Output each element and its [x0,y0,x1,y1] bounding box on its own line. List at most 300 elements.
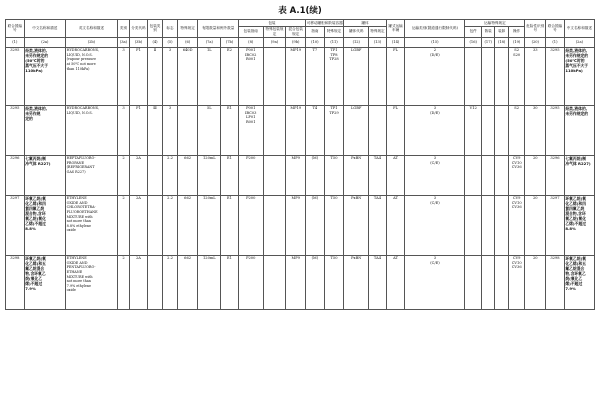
cell-line: (REFRIGERANT [66,165,95,170]
cell-cn-name-right [564,155,594,195]
cell-carriage-operation [508,47,525,105]
cell-un-number: 3297 [6,195,25,255]
cell-line: ETHYLENE [66,196,87,201]
cell-line: OXIDE AND [66,260,88,265]
cell-line: CV9 [512,256,521,261]
cell-line: 氧乙烷(氧化 [565,216,587,222]
column-index: (15) [405,37,465,47]
cell-portable-tank-instructions: T7 [306,47,325,105]
cell-line: R001 [245,120,256,125]
header-vehicle: 罐式运输车辆 [386,20,405,38]
header-loading: 装卸 [495,26,508,37]
cell-line: 化乙烯)和五 [565,261,587,267]
cell-line: S2 [514,48,520,53]
column-index: (2a) [564,37,594,47]
cell-line: ETHYLENE [66,256,87,261]
cell-cn-name [24,195,65,255]
cell-line: MIXTURE with [66,274,93,279]
cell-transport-category [405,155,465,195]
cell-special-provisions [177,105,198,155]
cell-line: R001 [245,57,256,62]
column-index: (4) [147,37,163,47]
column-index: (7a) [198,37,221,47]
cell-line: 化乙烯)和五 [25,261,46,267]
cell-line: CHLOROTETRA- [66,205,96,210]
header-cn-name: 中文名称和描述 [24,20,65,38]
cell-line: (C/E) [430,200,440,205]
cell-line: (D/E) [430,52,440,57]
cell-tank-vehicle: AT [386,255,405,309]
table-row [6,155,595,195]
cell-line: 氟乙烷混合 [565,266,585,272]
cell-packing-special [263,255,286,309]
header-packing-group: 包装类别 [147,20,163,38]
cell-line: (50℃时的 [25,58,45,64]
header-en-name: 英文名称和描述 [66,20,118,38]
cell-line: 冷气体 R227) [25,161,51,167]
cell-line: CV10 [511,260,522,265]
cell-packing-instructions [238,155,263,195]
cell-class-code: 2A [130,155,148,195]
header-hazard-id: 危险性识别号 [525,20,546,38]
cell-line: PROPANE [66,160,85,165]
cell-labels: 2.2 [163,155,177,195]
cell-line: 110kPa) [25,68,43,74]
cell-carriage-bulk [481,195,494,255]
cell-tank-vehicle: AT [386,195,405,255]
cell-line: 物,含环氧乙 [25,271,46,277]
cell-en-name [66,195,118,255]
cell-line: 环氧乙烷(氧 [565,256,587,262]
cell-carriage-operation [508,105,525,155]
cell-line: LIQUID, N.O.S. [66,52,93,57]
cell-en-name [66,47,118,105]
cell-un-number-right: 3296 [546,155,565,195]
cell-carriage-loading [495,255,508,309]
header-portable-tanks: 可移动罐柜和散装容器 [306,20,343,25]
cell-line: TP1 [330,48,338,53]
cell-carriage-loading [495,105,508,155]
cell-tank-special: TA4 [369,155,387,195]
cell-line: not more than [66,279,91,284]
column-index: (20) [525,37,546,47]
cell-line: TP29 [329,110,339,115]
cell-line: P200 [246,156,256,161]
header-special-provisions: 特殊规定 [177,20,198,38]
cell-line: 化乙烯)和四 [565,201,587,207]
cell-class-code: F1 [130,47,148,105]
column-index: (14) [386,37,405,47]
cell-limited-quantity: 120mL [198,155,221,195]
cell-line: T50 [330,156,338,161]
cell-cn-name [24,105,65,155]
cell-line: 8.8% ethylene [66,223,92,228]
cell-line: 蒸气压不大于 [25,63,48,69]
cell-carriage-package [465,155,482,195]
cell-line: 烯)不超过 [25,281,43,287]
cell-tank-code: PxBN [344,195,369,255]
cell-line: (D/E) [430,110,440,115]
cell-portable-tank-special [324,47,344,105]
column-index: (2b) [66,37,118,47]
cell-line: 乙烯)不超过 [25,221,46,227]
cell-portable-tank-special [324,195,344,255]
column-index: (11) [324,37,344,47]
cell-un-number-right: 3298 [546,255,565,309]
cell-portable-tank-instructions: (M) [306,155,325,195]
cell-packing-group [147,195,163,255]
cell-hazard-id: 20 [525,255,546,309]
header-package: 包件 [465,26,482,37]
cell-carriage-bulk [481,155,494,195]
cell-line: 物,含环氧乙 [565,271,586,277]
cell-portable-tank-special [324,105,344,155]
column-index: (19) [508,37,525,47]
cell-line: 未另作规 [25,111,41,117]
cell-labels: 3 [163,47,177,105]
cell-carriage-package [465,47,482,105]
cell-class-code: 2A [130,255,148,309]
cell-line: HEPTAFLUORO- [66,156,96,161]
cell-un-number-right: 3297 [546,195,565,255]
cell-transport-category [405,105,465,155]
cell-carriage-loading [495,47,508,105]
cell-carriage-bulk [481,105,494,155]
cell-line: 烃类,液体的, [25,106,48,112]
cell-line: (C/E) [430,160,440,165]
cell-excepted-quantity: E1 [221,195,239,255]
cell-line: 7.9% ethylene [66,283,92,288]
table-row [6,195,595,255]
dangerous-goods-table [5,19,595,310]
column-index: (1) [6,37,25,47]
cell-class-code: 2A [130,195,148,255]
cell-line: 110kPa) [565,68,583,74]
cell-cn-name-right [564,47,594,105]
cell-hazard-id: 30 [525,105,546,155]
cell-line: 未另作规定的 [25,53,48,59]
cell-portable-tank-special [324,155,344,195]
cell-portable-tank-instructions: (M) [306,255,325,309]
cell-line: 3 [433,106,437,111]
cell-line: P001 [246,106,256,111]
cell-un-number-right: 3295 [546,47,565,105]
cell-en-name [66,155,118,195]
cell-labels: 2.2 [163,255,177,309]
header-labels: 标志 [163,20,177,38]
cell-cn-name [24,47,65,105]
column-index: (7b) [221,37,239,47]
cell-line: TP1 [330,106,338,111]
header-class-code: 分类代码 [130,20,148,38]
cell-line: HYDROCARBONS, [66,106,100,111]
column-index: (9a) [263,37,286,47]
cell-packing-instructions [238,47,263,105]
cell-line: 环氧乙烷(氧 [565,196,587,202]
cell-hazard-id: 20 [525,155,546,195]
cell-mixed-packing: MP9 [286,155,306,195]
header-class: 类别 [117,20,129,38]
header-tank-code: 罐体代码 [344,26,369,37]
cell-line: (50℃时的 [565,58,585,64]
cell-class: 3 [117,105,129,155]
page-title: 表 A.1(续) [278,6,322,16]
cell-line: 化乙烯)和四 [25,201,46,207]
cell-transport-category [405,255,465,309]
cell-packing-special [263,195,286,255]
column-index: (16) [465,37,482,47]
cell-packing-group: Ⅱ [147,47,163,105]
cell-carriage-operation [508,255,525,309]
cell-tank-special [369,47,387,105]
cell-packing-group [147,255,163,309]
cell-line: at 50℃ not more [66,62,96,67]
cell-line: S20 [513,52,521,57]
column-index: (6) [177,37,198,47]
cell-un-number: 3295 [6,47,25,105]
cell-line: 氯四氟乙烷 [565,206,585,212]
cell-mixed-packing: MP19 [286,105,306,155]
cell-carriage-loading [495,195,508,255]
cell-special-provisions: 662 [177,155,198,195]
header-mixed-packing: 混合包装规定 [286,26,306,37]
column-index: (3b) [130,37,148,47]
cell-packing-instructions [238,105,263,155]
cell-line: 氯四氟乙烷 [25,206,45,212]
header-operation: 操作 [508,26,525,37]
cell-line: 未另作规定的 [565,53,589,59]
cell-line: HYDROCARBONS, [66,48,100,53]
cell-line: GAS R227) [66,170,86,175]
cell-tank-vehicle: AT [386,155,405,195]
cell-transport-category [405,195,465,255]
cell-limited-quantity: 120mL [198,195,221,255]
cell-hazard-id: 33 [525,47,546,105]
cell-packing-group [147,155,163,195]
cell-un-number: 3295 [6,105,25,155]
cell-line: IBC03 [245,110,257,115]
column-index: (17) [481,37,494,47]
cell-line: (vapour pressure [66,57,97,62]
cell-cn-name-right [564,105,594,155]
cell-tank-code: LGBF [344,47,369,105]
cell-line: PENTAFLUORO- [66,265,96,270]
header-un-no: 联合国编号 [6,20,25,38]
cell-line: CV9 [512,156,521,161]
cell-mixed-packing: MP19 [286,47,306,105]
cell-line: FLUOROETHANE [66,210,98,215]
cell-line: T50 [330,256,338,261]
cell-line: 7.9% [25,286,36,292]
cell-en-name [66,105,118,155]
cell-tank-code: LGBF [344,105,369,155]
cell-line: TP8 [330,52,338,57]
cell-labels: 2.2 [163,195,177,255]
cell-carriage-bulk [481,47,494,105]
column-index: (13) [369,37,387,47]
cell-tank-special [369,105,387,155]
header-pt-instructions: 指南 [306,26,325,37]
cell-class-code: F1 [130,105,148,155]
cell-carriage-package [465,195,482,255]
header-bulk: 散装 [481,26,494,37]
cell-line: ETHANE [66,270,83,275]
cell-line: T50 [330,196,338,201]
cell-un-number-right: 3295 [546,105,565,155]
header-tank: 罐体 [344,20,386,27]
cell-excepted-quantity: E2 [221,47,239,105]
table-row [6,105,595,155]
header-limited-quantity: 有限数量和例外数量 [198,20,238,38]
cell-limited-quantity: 120mL [198,255,221,309]
cell-class: 2 [117,195,129,255]
cell-line: LP01 [246,115,256,120]
cell-labels: 3 [163,105,177,155]
cell-en-name [66,255,118,309]
cell-line: P200 [246,196,256,201]
cell-packing-instructions [238,195,263,255]
table-row [6,47,595,105]
column-index: (8) [238,37,263,47]
cell-mixed-packing: MP9 [286,195,306,255]
cell-line: S2 [514,106,520,111]
header-carriage-special: 运输特殊规定 [465,20,525,27]
cell-line: CV10 [511,200,522,205]
cell-line: 3 [433,256,437,261]
cell-cn-name [24,255,65,309]
column-index: (10) [306,37,325,47]
cell-tank-code: PxBN [344,155,369,195]
cell-line: P001 [246,48,256,53]
cell-portable-tank-instructions: T4 [306,105,325,155]
header-pt-special: 特殊规定 [324,26,344,37]
cell-line: CV10 [511,160,522,165]
cell-line: IBC02 [245,52,257,57]
cell-line: MIXTURE with [66,214,93,219]
cell-tank-special: TA4 [369,255,387,309]
cell-line: 乙烯)不超过 [565,221,587,227]
cell-un-number: 3296 [6,155,25,195]
cell-carriage-operation [508,155,525,195]
header-transport-category: 运输类别(隧道通行限制代码) [405,20,465,38]
cell-line: than 110kPa) [66,66,90,71]
cell-line: 定的 [25,116,33,122]
header-un-no-right: 联合国编号 [546,20,565,38]
cell-portable-tank-special [324,255,344,309]
cell-un-number: 3298 [6,255,25,309]
cell-line: 3 [433,196,437,201]
cell-line: 环氧乙烷(氧 [25,256,46,262]
cell-line: (C/E) [430,260,440,265]
cell-excepted-quantity: E1 [221,155,239,195]
cell-line: oxide [66,288,76,293]
cell-carriage-loading [495,155,508,195]
cell-cn-name-right [564,195,594,255]
cell-line: OXIDE AND [66,200,88,205]
cell-line: 8.8% [25,226,36,232]
cell-tank-code: PxBN [344,255,369,309]
cell-packing-special [263,155,286,195]
cell-line: 七氟丙烷(制 [565,156,587,162]
cell-excepted-quantity: E1 [221,255,239,309]
cell-line: 七氟丙烷(制 [25,156,46,162]
column-index: (2a) [24,37,65,47]
cell-class: 2 [117,255,129,309]
cell-packing-special [263,105,286,155]
cell-cn-name-right [564,255,594,309]
cell-carriage-bulk [481,255,494,309]
cell-line: CV36 [511,265,522,270]
cell-line: not more than [66,219,91,224]
cell-line: 氧乙烷(氧化 [25,216,46,222]
cell-line: 烷(氧化乙 [565,276,583,282]
cell-carriage-package: V12 [465,105,482,155]
cell-packing-special [263,47,286,105]
cell-line: 7.9% [565,286,576,292]
cell-line: TP28 [329,57,339,62]
cell-line: 烷(氧化乙 [25,276,43,282]
cell-line: P200 [246,256,256,261]
cell-special-provisions: 662 [177,195,198,255]
table-row [6,255,595,309]
cell-line: 混合物,含环 [25,211,46,217]
cell-limited-quantity: 1L [198,47,221,105]
cell-line: 烃类,液体的, [565,106,588,112]
cell-excepted-quantity: E1 [221,105,239,155]
cell-line: 2 [433,48,437,53]
header-tank-special: 特殊规定 [369,26,387,37]
cell-class: 3 [117,47,129,105]
cell-line: 烃类,液体的, [565,48,588,54]
cell-line: 未另作规定的 [565,111,589,117]
cell-special-provisions: 640D [177,47,198,105]
cell-line: CV36 [511,205,522,210]
cell-tank-special: TA4 [369,195,387,255]
cell-line: 氟乙烷混合 [25,266,45,272]
cell-packing-group: Ⅲ [147,105,163,155]
cell-line: 3 [433,156,437,161]
header-cn-name-right: 中文名称和描述 [564,20,594,38]
cell-class: 2 [117,155,129,195]
header-packaging: 包装 [238,20,305,27]
cell-hazard-id: 20 [525,195,546,255]
cell-line: CV9 [512,196,521,201]
cell-line: 环氧乙烷(氧 [25,196,46,202]
column-index: (1) [546,37,565,47]
cell-carriage-operation [508,195,525,255]
cell-line: 混合物,含环 [565,211,586,217]
column-index: (3a) [117,37,129,47]
column-index: (5) [163,37,177,47]
column-index: (9b) [286,37,306,47]
cell-limited-quantity: 5L [198,105,221,155]
cell-tank-vehicle: FL [386,105,405,155]
cell-mixed-packing: MP9 [286,255,306,309]
cell-line: CV36 [511,165,522,170]
cell-tank-vehicle: FL [386,47,405,105]
column-index: (12) [344,37,369,47]
cell-line: 烯)不超过 [565,281,583,287]
cell-line: 烃类,液体的, [25,48,48,54]
cell-cn-name [24,155,65,195]
cell-line: LIQUID, N.O.S. [66,110,93,115]
cell-line: oxide [66,228,76,233]
cell-line: 冷气体 R227) [565,161,591,167]
cell-carriage-package [465,255,482,309]
cell-transport-category [405,47,465,105]
cell-packing-instructions [238,255,263,309]
cell-line: 8.8% [565,226,576,232]
